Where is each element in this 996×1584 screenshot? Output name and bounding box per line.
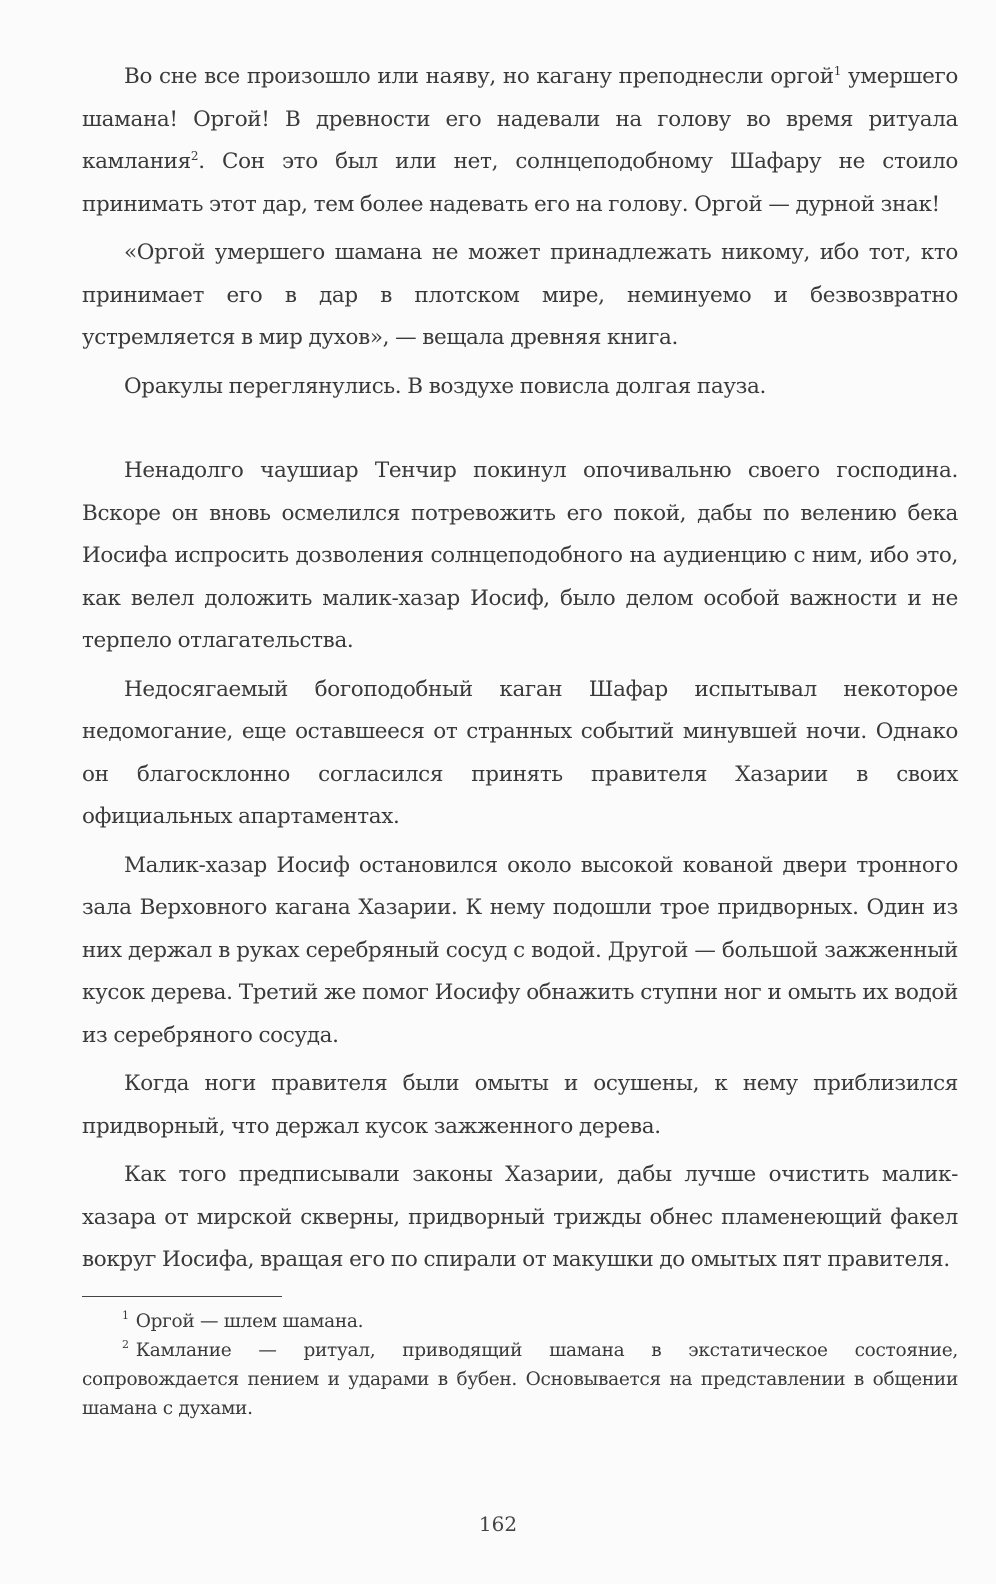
section-break [82,414,958,450]
paragraph-6: Малик-хазар Иосиф остановился около высокой кованой двери тронного зала Верховного кагана Хазарии. К нему подошли трое придворных. Один из них держал в руках серебряный сосуд с водой. Другой — большой зажженный кусок дерева. Третий же помог Иосифу обнажить ступни ног и омыть их водой из серебряного сосуда. [82,852,958,1048]
book-page [82,56,958,1423]
paragraph-7: Когда ноги правителя были омыты и осушены, к нему приблизился придворный, что держал кусок зажженного дерева. [82,1071,958,1139]
footnote-ref-1[interactable]: 1 [833,63,842,78]
paragraph-8: Как того предписывали законы Хазарии, дабы лучше очистить малик-хазара от мирской скверны, придворный трижды обнес пламенеющий факел вокруг Иосифа, вращая его по спирали от макушки до омытых пят правителя. [82,1162,958,1272]
footnote-number: 1 [122,1309,129,1323]
footnote-text: Камлание — ритуал, приводящий шамана в экстатическое состояние, сопровождается пением и ударами в бубен. Основывается на представлении в общении шамана с духами. [82,1339,958,1419]
text-run: умершего шамана! Оргой! В древности его надевали на голову во время ритуала камлания [82,64,958,174]
text-run: . Сон это был или нет, солнцеподобному Шафару не стоило принимать этот дар, тем более надевать его на голову. Оргой — дурной знак! [82,149,958,217]
page-number: 162 [478,1512,518,1536]
paragraph-2: «Оргой умершего шамана не может принадлежать никому, ибо тот, кто принимает его в дар в плотском мире, неминуемо и безвозвратно устремляется в мир духов», — вещала древняя книга. [82,240,958,350]
paragraph-4: Ненадолго чаушиар Тенчир покинул опочивальню своего господина. Вскоре он вновь осмелился потревожить его покой, дабы по велению бека Иосифа испросить дозволения солнцеподобного на аудиенцию с ним, ибо это, как велел доложить малик-хазар Иосиф, было делом особой важности и не терпело отлагательства. [82,458,958,653]
footnote-divider [82,1296,282,1297]
footnote-ref-2[interactable]: 2 [190,148,199,163]
paragraph-3: Оракулы переглянулись. В воздухе повисла долгая пауза. [124,373,766,399]
footnote-text: Оргой — шлем шамана. [135,1310,364,1332]
footnote-1 [82,1307,958,1336]
footnote-2 [82,1336,958,1423]
footnote-number: 2 [122,1338,129,1352]
paragraph-5: Недосягаемый богоподобный каган Шафар испытывал некоторое недомогание, еще оставшееся от странных событий минувшей ночи. Однако он благосклонно согласился принять правителя Хазарии в своих официальных апартаментах. [82,676,958,829]
text-run: Во сне все произошло или наяву, но кагану преподнесли оргой [124,64,834,89]
paragraph-1 [82,56,958,226]
